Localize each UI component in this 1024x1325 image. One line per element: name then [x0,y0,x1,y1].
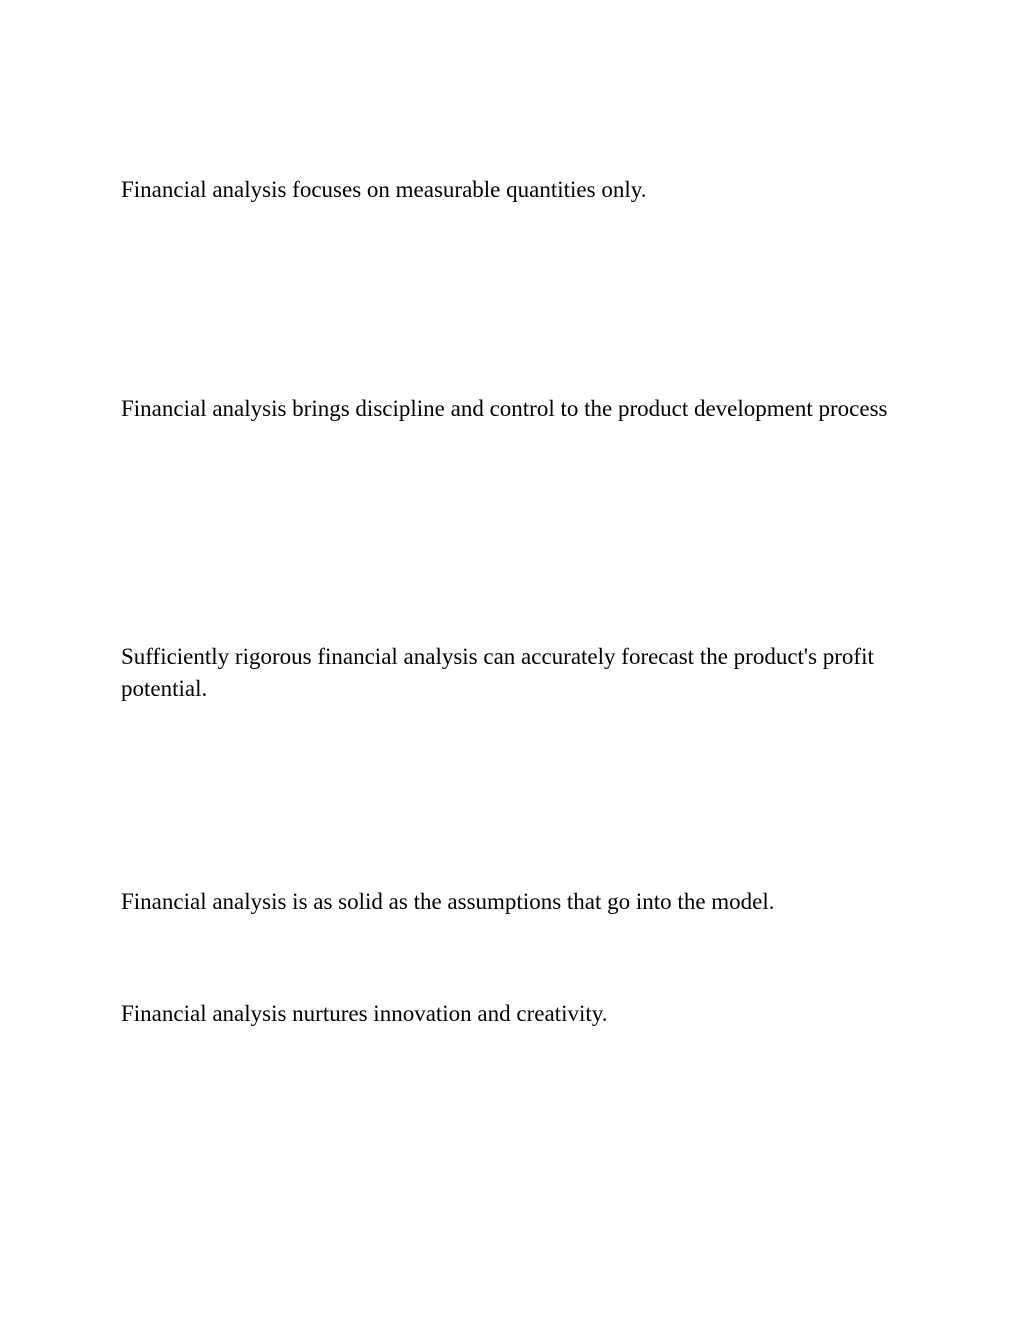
statement-assumptions-model: Financial analysis is as solid as the assumptions that go into the model. [121,889,775,914]
statement-discipline-and-control: Financial analysis brings discipline and control to the product development process [121,396,888,421]
statement-innovation-creativity: Financial analysis nurtures innovation and creativity. [121,1001,608,1026]
statement-measurable-quantities: Financial analysis focuses on measurable quantities only. [121,177,647,202]
statement-forecast-profit-potential: Sufficiently rigorous financial analysis can accurately forecast the product's profit potential. [121,644,874,701]
